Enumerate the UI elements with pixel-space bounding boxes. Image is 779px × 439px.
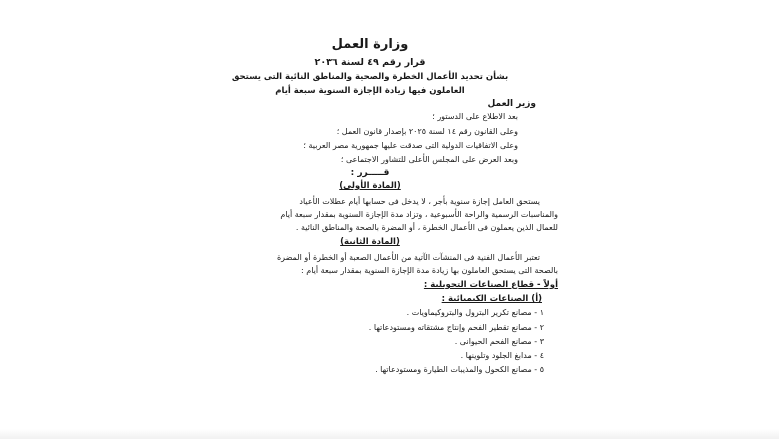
subject-line-1: بشأن تحديد الأعمال الخطرة والصحية والمناطق النائية التى يستحق (231, 72, 509, 82)
section-1-heading: أولاً - قطاع الصناعات التحويلية : (423, 280, 558, 290)
decision-number: قرار رقم ٤٩ لسنة ٢٠٣٦ (314, 57, 426, 68)
preamble-item: بعد الاطلاع على الدستور ؛ (432, 112, 518, 121)
preamble-item: وعلى الاتفاقيات الدولية التى صدقت عليها جمهورية مصر العربية ؛ (303, 141, 518, 150)
preamble-item: وبعد العرض على المجلس الأعلى للتشاور الاجتماعى ؛ (340, 155, 518, 164)
article-1-line: والمناسبات الرسمية والراحة الأسبوعية ، وتزاد مدة الإجازة السنوية بمقدار سبعة أيام (280, 210, 558, 219)
list-item: ٣ - مصانع الفحم الحيوانى . (454, 337, 544, 346)
article-2-line: بالصحة التى يستحق العاملون بها زيادة مدة الإجازة السنوية بمقدار سبعة أيام : (301, 266, 558, 275)
ministry-title: وزارة العمل (331, 37, 409, 52)
article-1-line: للعمال الذين يعملون فى الأعمال الخطرة ، أو المضرة بالصحة والمناطق النائية . (295, 223, 558, 232)
minister-label: وزير العمل (487, 99, 536, 109)
article-1-line: يستحق العامل إجازة سنوية بأجر ، لا يدخل فى حسابها أيام عطلات الأعياد (299, 197, 540, 206)
list-item: ١ - مصانع تكرير البترول والبتروكيماويات . (406, 308, 544, 317)
article-2-heading: (المادة الثانية) (340, 237, 400, 247)
list-item: ٥ - مصانع الكحول والمذيبات الطيارة ومستودعاتها . (375, 365, 544, 374)
preamble-item: وعلى القانون رقم ١٤ لسنة ٢٠٢٥ بإصدار قانون العمل ؛ (336, 127, 518, 136)
article-1-heading: (المادة الأولى) (339, 181, 401, 191)
list-item: ٢ - مصانع تقطير الفحم وإنتاج مشتقاته ومستودعاتها . (368, 323, 544, 332)
page-bottom-edge (0, 429, 779, 439)
subject-line-2: العاملون فيها زيادة الإجازة السنوية سبعة أيام (275, 86, 465, 96)
list-item: ٤ - مدابغ الجلود وتلوينها . (460, 351, 544, 360)
decided-label: قـــــرر : (350, 168, 390, 178)
section-1-subheading: (أ) الصناعات الكيميائية : (441, 294, 542, 304)
article-2-line: تعتبر الأعمال الفنية فى المنشآت الآتية من الأعمال الصعبة أو الخطرة أو المضرة (276, 253, 540, 262)
